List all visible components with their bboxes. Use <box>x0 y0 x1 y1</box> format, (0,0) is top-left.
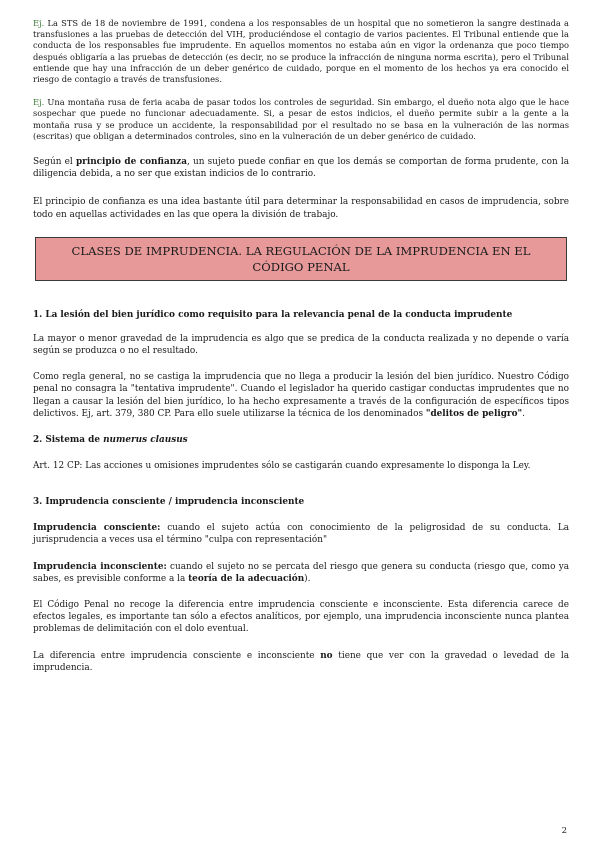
section-title: CLASES DE IMPRUDENCIA. LA REGULACIÓN DE LA IMPRUDENCIA EN EL CÓDIGO PENAL <box>71 243 531 274</box>
paragraph-gravedad: La mayor o menor gravedad de la imprudencia es algo que se predica de la conducta realizada y no depende o varía según se produzca o no el resultado. <box>33 333 569 357</box>
example-montana-rusa <box>33 97 569 142</box>
term-teoria-adecuacion: teoría de la adecuación <box>188 573 305 584</box>
heading-lesion-bien-juridico: 1. La lesión del bien jurídico como requisito para la relevancia penal de la conducta imprudente <box>33 309 513 320</box>
example-text: La STS de 18 de noviembre de 1991, condena a los responsables de un hospital que no sometieron la sangre destinada a transfusiones a las pruebas de detección del VIH, produciéndose el contagio de varios pacientes. El Tribunal entiende que la conducta de los responsables fue imprudente. En aquellos momentos no estaba aún en vigor la ordenanza que poco tiempo después obligaría a las pruebas de detección (es decir, no se produce la infracción de ninguna norma escrita), pero el Tribunal entiende que hay una infracción de un deber genérico de cuidado, porque en el momento de los hechos ya era conocido el riesgo de contagio a través de transfusiones. <box>33 18 569 85</box>
heading-imprudencia-consciente-inconsciente: 3. Imprudencia consciente / imprudencia inconsciente <box>33 497 305 508</box>
example-tag: Ej. <box>33 97 45 108</box>
heading-numerus-clausus: 2. Sistema de numerus clausus <box>33 435 188 446</box>
term-principio-confianza: principio de confianza <box>75 157 187 168</box>
example-hospital <box>33 18 569 85</box>
example-tag: Ej. <box>33 18 45 28</box>
document-page <box>33 18 569 674</box>
term-numerus-clausus: numerus clausus <box>103 435 188 446</box>
paragraph-confianza-util: El principio de confianza es una idea bastante útil para determinar la responsabilidad en casos de imprudencia, sobre todo en aquellas actividades en las que opera la división de trabajo. <box>33 197 569 220</box>
paragraph-regla-general: Como regla general, no se castiga la imprudencia que no llega a producir la lesión del bien jurídico. Nuestro Código penal no consagra la "tentativa imprudente". Cuando el legislador ha querido castigar conductas imprudentes que no llegan a causar la lesión del bien jurídico, lo ha hecho expresamente a través de la configuración de específicos tipos delictivos. Ej, art. 379, 380 CP. Para ello suele utilizarse la técnica de los denominados "delitos de peligro". <box>33 372 569 419</box>
term-no: no <box>320 650 333 661</box>
example-text: Una montaña rusa de feria acaba de pasar todos los controles de seguridad. Sin embargo, el dueño nota algo que le hace sospechar que puede no funcionar adecuadamente. Si, a pesar de estos indicios, el dueño permite subir a la gente a la montaña rusa y se produce un accidente, la responsabilidad por el resultado no se basa en la vulneración de las normas (escritas) que obligan a determinados controles, sino en la vulneración de un deber genérico de cuidado. <box>33 97 569 141</box>
paragraph-art-12: Art. 12 CP: Las acciones u omisiones imprudentes sólo se castigarán cuando expresamente lo disponga la Ley. <box>33 461 531 472</box>
page-number: 2 <box>561 826 567 836</box>
paragraph-diferencia-gravedad: La diferencia entre imprudencia consciente e inconsciente no tiene que ver con la gravedad o levedad de la imprudencia. <box>33 650 569 673</box>
term-imprudencia-consciente: Imprudencia consciente: <box>33 523 161 534</box>
paragraph-principio-confianza: Según el principio de confianza, un sujeto puede confiar en que los demás se comportan de forma prudente, con la diligencia debida, a no ser que existan indicios de lo contrario. <box>33 157 570 180</box>
paragraph-codigo-penal: El Código Penal no recoge la diferencia entre imprudencia consciente e inconsciente. Esta diferencia carece de efectos legales, es importante tan sólo a efectos analíticos, por ejemplo, una imprudencia inconsciente nunca plantea problemas de delimitación con el dolo eventual. <box>33 600 569 635</box>
term-delitos-peligro: "delitos de peligro" <box>425 408 523 419</box>
term-imprudencia-inconsciente: Imprudencia inconsciente: <box>33 561 167 572</box>
paragraph-imprudencia-consciente: Imprudencia consciente: cuando el sujeto actúa con conocimiento de la peligrosidad de su conducta. La jurisprudencia a veces usa el término "culpa con representación" <box>33 523 570 546</box>
section-title-box <box>35 237 567 281</box>
paragraph-imprudencia-inconsciente: Imprudencia inconsciente: cuando el sujeto no se percata del riesgo que genera su conducta (riesgo que, como ya sabes, es previsible conforme a la teoría de la adecuación). <box>33 561 569 584</box>
